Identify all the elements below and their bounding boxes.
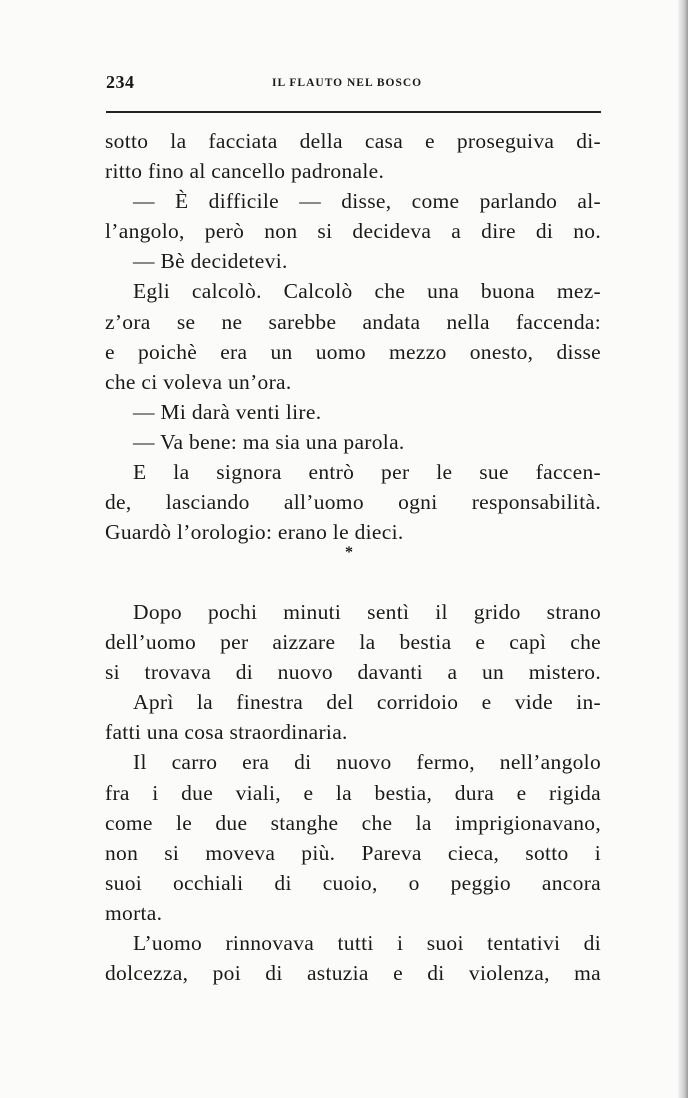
dialogue-line: — Bè decidetevi. <box>133 249 288 274</box>
text-line: che ci voleva un’ora. <box>105 369 292 394</box>
text-line: dolcezza, poi di astuzia e di violenza, ma <box>105 961 601 986</box>
text-line: dell’uomo per aizzare la bestia e capì che <box>105 630 601 655</box>
page-number: 234 <box>106 72 135 92</box>
paragraph-start: E la signora entrò per le sue faccen- <box>133 460 601 485</box>
text-line: l’angolo, però non si decideva a dire di no. <box>105 219 601 244</box>
text-line: suoi occhiali di cuoio, o peggio ancora <box>105 870 601 895</box>
text-line: come le due stanghe che la imprigionavano, <box>105 810 601 835</box>
text-line: ritto fino al cancello padronale. <box>105 159 385 184</box>
dialogue-line: — Mi darà venti lire. <box>133 399 322 424</box>
text-block-1 <box>105 126 601 547</box>
paragraph-start: Aprì la finestra del corridoio e vide in- <box>133 690 601 715</box>
text-line: Guardò l’orologio: erano le dieci. <box>105 520 404 545</box>
running-title: IL FLAUTO NEL BOSCO <box>272 77 423 89</box>
dialogue-line: — È difficile — disse, come parlando al- <box>133 189 601 214</box>
page-edge-shadow <box>678 0 688 1098</box>
text-line: sotto la facciata della casa e proseguiva di- <box>105 129 601 153</box>
text-line: z’ora se ne sarebbe andata nella faccenda: <box>105 309 601 334</box>
text-line: fra i due viali, e la bestia, dura e rigida <box>105 780 601 805</box>
text-line: non si moveva più. Pareva cieca, sotto i <box>105 840 601 865</box>
text-block-2 <box>105 597 601 988</box>
paragraph-start: Egli calcolò. Calcolò che una buona mez- <box>133 279 601 304</box>
text-line: si trovava di nuovo davanti a un mistero. <box>105 660 601 685</box>
text-line: de, lasciando all’uomo ogni responsabilità. <box>105 490 601 515</box>
header-rule <box>106 111 601 113</box>
dialogue-line: — Va bene: ma sia una parola. <box>133 429 405 454</box>
section-separator: * <box>345 544 353 561</box>
text-line: fatti una cosa straordinaria. <box>105 720 348 745</box>
paragraph-start: Dopo pochi minuti sentì il grido strano <box>133 600 601 624</box>
page-header <box>106 70 600 94</box>
text-line: morta. <box>105 900 163 925</box>
paragraph-start: L’uomo rinnovava tutti i suoi tentativi di <box>133 931 601 956</box>
text-line: e poichè era un uomo mezzo onesto, disse <box>105 339 601 364</box>
paragraph-start: Il carro era di nuovo fermo, nell’angolo <box>133 750 601 775</box>
